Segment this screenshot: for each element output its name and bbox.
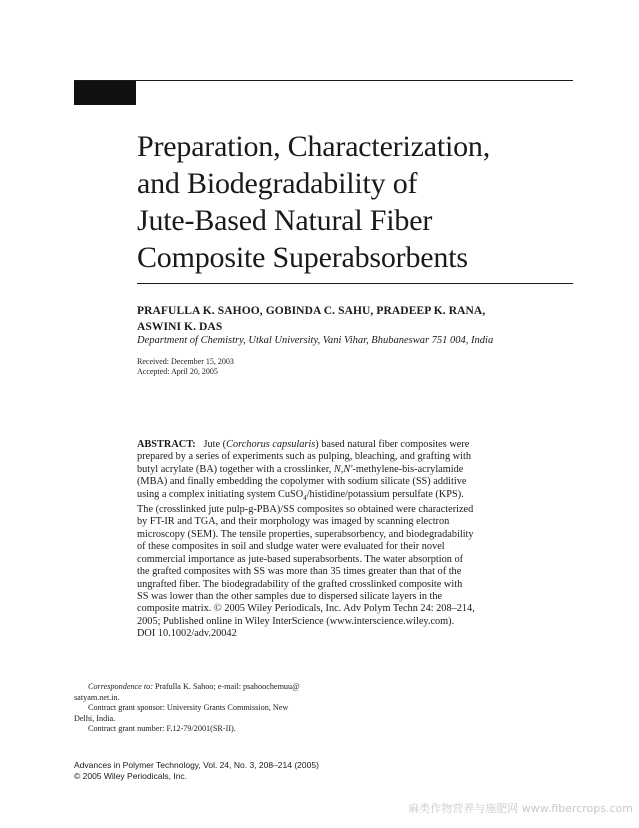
copyright-line: © 2005 Wiley Periodicals, Inc. <box>74 770 188 781</box>
accepted-date: Accepted: April 20, 2005 <box>137 367 218 376</box>
abstract-line: ungrafted fiber. The biodegradability of the grafted crosslinked composite with <box>137 578 463 590</box>
abstract-text: butyl acrylate (BA) together with a crosslinker, <box>137 463 334 475</box>
footnotes <box>74 682 334 735</box>
correspondence-text: Prafulla K. Sahoo; e-mail: psahoochemuu@ <box>152 682 300 691</box>
abstract-text: -methylene-bis-acrylamide <box>352 463 464 475</box>
abstract-line: microscopy (SEM). The tensile properties, superabsorbency, and biodegradability <box>137 528 474 540</box>
abstract <box>137 439 537 641</box>
header-rule <box>74 80 573 81</box>
sponsor-note-cont: Delhi, India. <box>74 713 116 723</box>
abstract-line: DOI 10.1002/adv.20042 <box>137 628 237 640</box>
author-list <box>137 303 577 335</box>
abstract-text: /histidine/potassium persulfate (KPS). <box>306 488 464 500</box>
article-title <box>137 128 577 276</box>
subscript: 4 <box>303 493 307 502</box>
dates-block <box>137 357 234 377</box>
header-black-tab <box>74 81 136 105</box>
chem-prefix: N,N' <box>333 463 353 475</box>
abstract-line: prepared by a series of experiments such as pulping, bleaching, and grafting with <box>137 451 471 463</box>
title-line: and Biodegradability of <box>137 167 418 200</box>
author-line: ASWINI K. DAS <box>137 321 223 333</box>
correspondence-note <box>74 682 334 693</box>
abstract-line: composite matrix. © 2005 Wiley Periodicals, Inc. Adv Polym Techn 24: 208–214, <box>137 603 475 615</box>
title-line: Jute-Based Natural Fiber <box>137 204 433 237</box>
watermark: 麻类作物营养与施肥网 www.fibercrops.com <box>408 802 633 815</box>
abstract-line <box>137 439 537 451</box>
abstract-line: of these composites in soil and sludge water were evaluated for their novel <box>137 541 445 553</box>
abstract-line: The (crosslinked jute pulp-g-PBA)/SS composites so obtained were characterized <box>137 504 474 516</box>
species-name: Corchorus capsularis <box>226 439 316 450</box>
abstract-text: using a complex initiating system CuSO <box>137 488 304 500</box>
abstract-line: commercial importance as jute-based superabsorbents. The water absorption of <box>137 553 464 565</box>
correspondence-email-cont: satyam.net.in. <box>74 692 120 702</box>
affiliation: Department of Chemistry, Utkal University, Vani Vihar, Bhubaneswar 751 004, India <box>137 335 494 346</box>
title-rule <box>137 283 573 284</box>
abstract-line: by FT-IR and TGA, and their morphology was imaged by scanning electron <box>137 516 450 528</box>
title-line: Composite Superabsorbents <box>137 241 468 274</box>
abstract-line <box>137 464 537 476</box>
correspondence-label: Correspondence to: <box>88 682 153 691</box>
author-line: PRAFULLA K. SAHOO, GOBINDA C. SAHU, PRADEEP K. RANA, <box>137 305 486 317</box>
abstract-text: Jute ( <box>203 439 227 450</box>
abstract-text: ) based natural fiber composites were <box>315 439 470 450</box>
abstract-label: ABSTRACT: <box>137 439 196 450</box>
abstract-line: SS was lower than the other samples due to dispersed silicate layers in the <box>137 590 443 602</box>
grant-number-note: Contract grant number: F.12-79/2001(SR-II). <box>88 724 236 733</box>
title-line: Preparation, Characterization, <box>137 130 491 163</box>
abstract-line: 2005; Published online in Wiley InterScience (www.interscience.wiley.com). <box>137 615 455 627</box>
abstract-line: (MBA) and finally embedding the copolymer with sodium silicate (SS) additive <box>137 476 467 488</box>
received-date: Received: December 15, 2003 <box>137 357 234 366</box>
abstract-line <box>137 489 537 504</box>
abstract-line: the grafted composites with SS was more than 35 times greater than that of the <box>137 566 462 578</box>
journal-citation <box>74 760 319 781</box>
journal-line: Advances in Polymer Technology, Vol. 24, No. 3, 208–214 (2005) <box>74 760 319 770</box>
sponsor-note: Contract grant sponsor: University Grants Commission, New <box>88 703 289 712</box>
